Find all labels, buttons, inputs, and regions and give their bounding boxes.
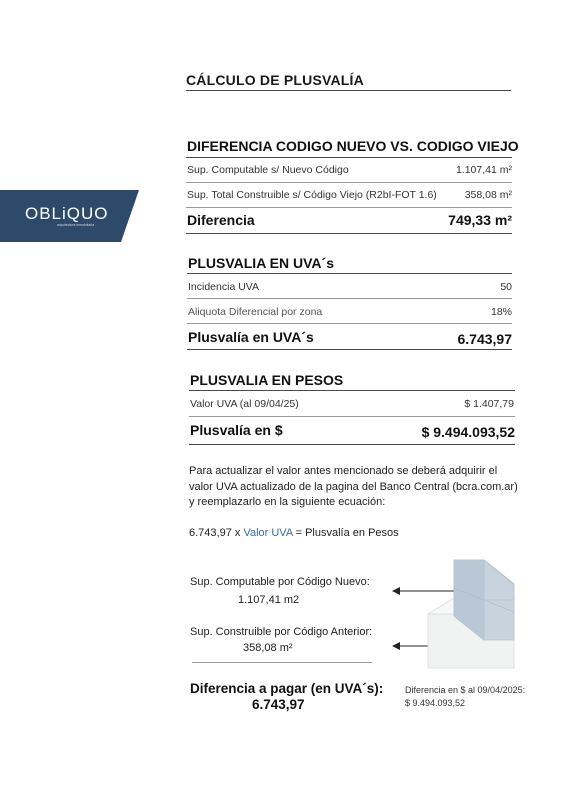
section3-total-value: $ 9.494.093,52	[421, 424, 515, 440]
section1-total-divider	[186, 233, 512, 234]
section3-title: PLUSVALIA EN PESOS	[190, 372, 344, 388]
equation-uva-link: Valor UVA	[243, 527, 293, 539]
section2-row1-label: Incidencia UVA	[188, 281, 260, 293]
section2-row2-divider	[187, 323, 512, 324]
update-note-line3: y reemplazarlo en la siguiente ecuación:	[189, 496, 386, 508]
equation-part3: = Plusvalía en Pesos	[292, 527, 399, 539]
section2-row1-value: 50	[500, 281, 512, 293]
brand-logo	[0, 190, 139, 242]
section3-row1-divider	[189, 416, 515, 417]
section1-row2-divider	[186, 207, 512, 208]
section2-total-label: Plusvalía en UVA´s	[188, 329, 314, 345]
equation	[189, 526, 399, 542]
diagram-value-new-code: 1.107,41 m2	[238, 594, 300, 606]
section3-total-label: Plusvalía en $	[190, 422, 283, 438]
building-volume-diagram	[424, 556, 519, 671]
brand-name: OBLiQUO	[25, 204, 109, 223]
footer-pesos-label: Diferencia en $ al 09/04/2025:	[405, 685, 526, 695]
update-note-line1: Para actualizar el valor antes mencionado se deberá adquirir el	[189, 465, 498, 477]
section1-divider	[186, 157, 512, 158]
footer-diff-value: 6.743,97	[252, 697, 305, 712]
footer-pesos-value: $ 9.494.093,52	[405, 698, 466, 708]
section2-row2-label: Aliquota Diferencial por zona	[188, 306, 323, 318]
section1-row2-label: Sup. Total Construible s/ Código Viejo (R2bI-FOT 1.6)	[187, 189, 437, 201]
section1-row1-divider	[186, 182, 512, 183]
section3-row1-label: Valor UVA (al 09/04/25)	[190, 398, 299, 410]
section2-total-divider	[187, 349, 512, 350]
footer-diff-label: Diferencia a pagar (en UVA´s):	[190, 681, 384, 696]
section3-divider	[189, 390, 515, 391]
diagram-label-old-code: Sup. Construible por Código Anterior:	[190, 626, 373, 638]
page-title: CÁLCULO DE PLUSVALÍA	[186, 72, 364, 88]
equation-part1: 6.743,97 x	[189, 527, 244, 539]
diagram-label-new-code: Sup. Computable por Código Nuevo:	[190, 576, 370, 588]
section1-row1-label: Sup. Computable s/ Nuevo Código	[187, 164, 349, 176]
diagram-value-old-code: 358,08 m²	[243, 642, 293, 654]
update-note-line2: valor UVA actualizado de la pagina del Banco Central (bcra.com.ar)	[189, 480, 518, 493]
section1-row2-value: 358,08 m²	[464, 189, 512, 201]
update-note	[189, 464, 519, 511]
title-divider	[186, 90, 511, 91]
section2-title: PLUSVALIA EN UVA´s	[188, 255, 334, 271]
diagram-divider	[192, 662, 372, 663]
section1-title: DIFERENCIA CODIGO NUEVO VS. CODIGO VIEJO	[187, 138, 519, 154]
section1-total-label: Diferencia	[187, 212, 255, 228]
section3-row1-value: $ 1.407,79	[464, 398, 514, 410]
section2-row2-value: 18%	[490, 306, 512, 318]
section1-row1-value: 1.107,41 m²	[455, 164, 512, 176]
section1-total-value: 749,33 m²	[448, 212, 512, 228]
section2-total-value: 6.743,97	[457, 331, 512, 347]
brand-tagline: arquitectura inmobiliaria	[57, 223, 95, 227]
section2-row1-divider	[187, 298, 512, 299]
section3-total-divider	[189, 444, 515, 445]
section2-divider	[187, 273, 512, 274]
